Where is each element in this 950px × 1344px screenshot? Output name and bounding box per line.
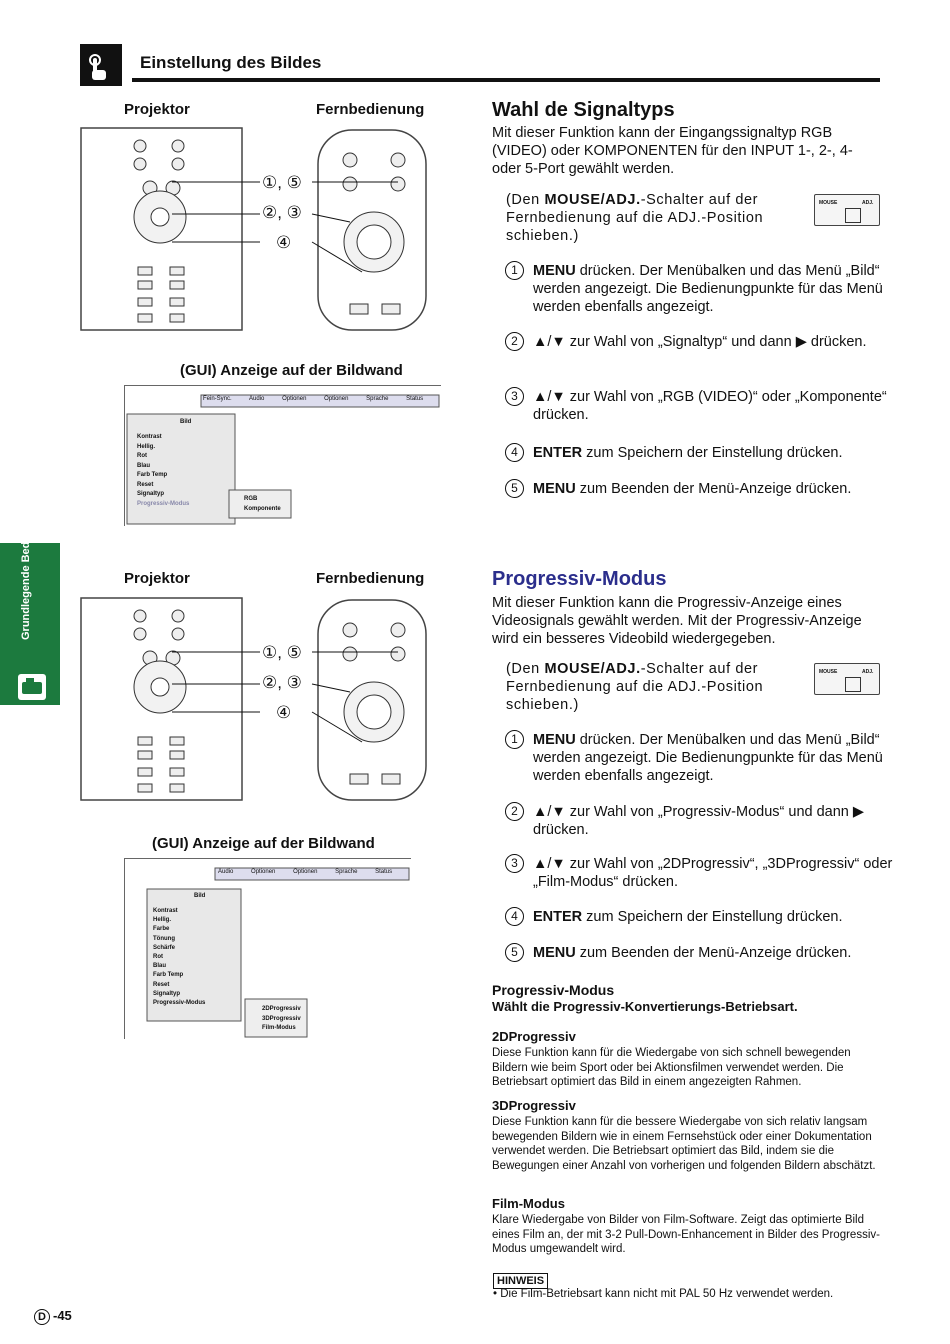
gui-tab: Fein-Sync. [203,396,232,402]
callout-steps-2-3: ②, ③ [262,203,302,222]
section-intro: Mit dieser Funktion kann der Eingangssignaltyp RGB (VIDEO) oder KOMPONENTEN für den INPUT 1-, 2-, 4- oder 5-Port gewählt werden. [492,125,853,177]
gui-tab: Optionen [282,396,307,402]
step-3: 3 ▲/▼ zur Wahl von „RGB (VIDEO)“ oder „Komponente“ drücken. [533,388,923,424]
gui-menu-row: Rot [137,453,147,459]
page-header-title: Einstellung des Bildes [140,53,322,72]
gui-menu-row: Hellig. [153,917,172,924]
gui-menu-rows [153,907,205,1008]
gui-tab: Sprache [366,396,389,402]
step-1: 1 MENU drücken. Der Menübalken und das Menü „Bild“ werden angezeigt. Die Bedienungpunkte für das Menü werden ebenfalls angezeigt. [533,262,923,316]
mouse-adj-switch [814,663,880,695]
gui-menu-row: Schärfe [153,944,176,951]
gui-option: 3DProgressiv [262,1015,301,1022]
gui-menu-row: Farb Temp [137,472,168,478]
gui-menu-row: Signaltyp [137,491,165,497]
step-3: 3 ▲/▼ zur Wahl von „2DProgressiv“, „3DProgressiv“ oder „Film-Modus“ drücken. [533,855,923,891]
projector-remote-figure [80,122,432,332]
gui-menu-row: Kontrast [153,908,178,914]
switch-label-adj: ADJ. [862,200,874,206]
page-letter: D [34,1309,50,1325]
gui-option: RGB [244,496,258,502]
gui-option: Film-Modus [262,1025,296,1031]
hinweis-bullet: • Die Film-Betriebsart kann nicht mit PAL 50 Hz verwendet werden. [493,1288,834,1300]
page-number-value: -45 [53,1308,72,1323]
switch-note: (Den MOUSE/ADJ.-Schalter auf der Fernbedienung auf die ADJ.-Position schieben.) [506,661,764,713]
switch-slider-icon [845,677,861,692]
step-4: 4 ENTER zum Speichern der Einstellung drücken. [533,444,923,462]
page-number [34,1308,72,1325]
mode-text-2d: Diese Funktion kann für die Wiedergabe von sich schnell bewegenden Bildern wie beim Sport oder bei Aktionsfilmen verwendet werden. Die Betriebsart optimiert das Bild in einem angezeigten Rahmen. [492,1047,851,1088]
callout-step-4: ④ [276,703,292,722]
mode-title-2d: 2DProgressiv [492,1029,576,1044]
gui-option: 2DProgressiv [262,1006,301,1012]
hand-pointer-icon [80,44,122,86]
subsection-subheading: Wählt die Progressiv-Konvertierungs-Betriebsart. [492,999,798,1014]
label-projektor: Projektor [124,570,190,587]
subsection-heading: Progressiv-Modus [492,982,615,998]
switch-note: (Den MOUSE/ADJ.-Schalter auf der Fernbedienung auf die ADJ.-Position schieben.) [506,192,764,244]
gui-menu-row: Reset [137,481,154,488]
gui-caption: (GUI) Anzeige auf der Bildwand [180,362,403,379]
label-fernbedienung: Fernbedienung [316,570,425,587]
gui-menu-row: Tönung [153,935,175,942]
step-4: 4 ENTER zum Speichern der Einstellung drücken. [533,908,923,926]
gui-tab: Optionen [293,869,318,875]
chapter-side-tab-label: Grundlegende Bedienung [20,505,32,640]
callout-steps-1-5: ①, ⑤ [262,173,302,192]
gui-menu-row: Kontrast [137,434,162,440]
gui-tab: Audio [249,396,265,402]
gui-tab: Optionen [324,396,349,402]
step-2: 2 ▲/▼ zur Wahl von „Signaltyp“ und dann ▶ drücken. [533,333,923,351]
gui-menu-row: Blau [137,462,151,469]
step-2: 2 ▲/▼ zur Wahl von „Progressiv-Modus“ und dann ▶ drücken. [533,803,923,839]
label-fernbedienung: Fernbedienung [316,101,425,118]
step-5: 5 MENU zum Beenden der Menü-Anzeige drücken. [533,480,923,498]
label-projektor: Projektor [124,101,190,118]
gui-tab: Optionen [251,869,276,875]
gui-menu-row: Progressiv-Modus [153,1000,206,1007]
hinweis-text: Die Film-Betriebsart kann nicht mit PAL 50 Hz verwendet werden. [500,1288,834,1300]
gui-tab: Sprache [335,869,358,875]
gui-tab-bar [218,869,392,875]
mode-title-film: Film-Modus [492,1196,565,1211]
projector-remote-figure [80,592,432,802]
gui-menu-title: Bild [194,893,206,899]
gui-menu-row: Signaltyp [153,990,181,997]
callout-steps-1-5: ①, ⑤ [262,643,302,662]
gui-menu-row: Blau [153,963,167,970]
gui-menu-row: Reset [153,981,170,988]
step-1: 1 MENU drücken. Der Menübalken und das Menü „Bild“ werden angezeigt. Die Bedienungpunkte für das Menü werden ebenfalls angezeigt. [533,731,923,785]
section-intro: Mit dieser Funktion kann die Progressiv-Anzeige eines Videosignals gewählt werden. Mit der Progressiv-Anzeige wird ein besseres Videobild wiedergegeben. [492,595,862,647]
gui-menu-row: Progressiv-Modus [137,500,190,507]
gui-menu-title: Bild [180,419,192,425]
gui-menu-row: Rot [153,954,163,961]
mouse-adj-switch [814,194,880,226]
switch-label-adj: ADJ. [862,669,874,675]
step-5: 5 MENU zum Beenden der Menü-Anzeige drücken. [533,944,923,962]
gui-menu-row: Farb Temp [153,972,184,979]
gui-caption: (GUI) Anzeige auf der Bildwand [152,835,375,852]
gui-tab: Status [375,869,393,875]
callout-step-4: ④ [276,233,292,252]
callout-steps-2-3: ②, ③ [262,673,302,692]
gui-menu-row: Farbe [153,926,170,933]
section-title-progressiv: Progressiv-Modus [492,568,667,590]
header-rule [132,78,880,82]
gui-tab: Status [406,396,424,402]
gui-menu-row: Hellig. [137,443,156,450]
switch-label-mouse: MOUSE [819,200,838,206]
gui-option-list [244,494,281,514]
section-title-signaltyp: Wahl de Signaltyps [492,99,675,121]
mode-title-3d: 3DProgressiv [492,1098,576,1113]
mode-text-3d: Diese Funktion kann für die bessere Wiedergabe von sich relativ langsam bewegenden Bildern wie in einem Fernsehstück oder einer Dokumentation verwendet werden. Die Betriebsart optimiert das Bild, indem sie die Bewegungen einer Anzahl von vorherigen und folgenden Bildern abschätzt. [492,1116,876,1172]
switch-slider-icon [845,208,861,223]
hand-remote-icon [18,674,46,700]
section-icon [80,44,122,86]
gui-tab: Audio [218,869,234,875]
mode-text-film: Klare Wiedergabe von Bilder von Film-Software. Zeigt das optimierte Bild eines Film an, der mit 3-2 Pull-Down-Enhancement in Bilder des Progressiv-Modus umgewandelt wird. [492,1214,880,1255]
gui-menu-rows [137,433,189,509]
gui-tab-bar [203,396,423,402]
hinweis-label: HINWEIS [493,1273,548,1289]
switch-label-mouse: MOUSE [819,669,838,675]
gui-option: Komponente [244,506,281,512]
gui-option-list [262,1005,301,1034]
